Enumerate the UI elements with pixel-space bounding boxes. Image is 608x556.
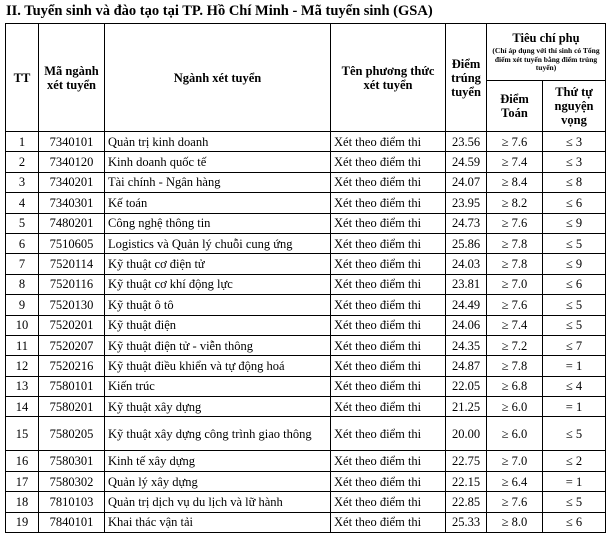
cell-score: 22.05 bbox=[446, 376, 487, 396]
cell-math: ≥ 8.4 bbox=[487, 172, 543, 192]
cell-method: Xét theo điểm thi bbox=[331, 376, 446, 396]
cell-major: Quản lý xây dựng bbox=[105, 471, 331, 491]
cell-score: 20.00 bbox=[446, 417, 487, 451]
cell-method: Xét theo điểm thi bbox=[331, 356, 446, 376]
cell-tt: 12 bbox=[6, 356, 39, 376]
cell-method: Xét theo điểm thi bbox=[331, 471, 446, 491]
cell-priority: ≤ 5 bbox=[543, 233, 606, 253]
cell-major: Quản trị dịch vụ du lịch và lữ hành bbox=[105, 492, 331, 512]
cell-tt: 6 bbox=[6, 233, 39, 253]
table-row bbox=[6, 132, 606, 152]
cell-priority: ≤ 6 bbox=[543, 274, 606, 294]
cell-code: 7520116 bbox=[39, 274, 105, 294]
cell-method: Xét theo điểm thi bbox=[331, 152, 446, 172]
cell-method: Xét theo điểm thi bbox=[331, 254, 446, 274]
cell-score: 22.85 bbox=[446, 492, 487, 512]
cell-major: Kỹ thuật xây dựng công trình giao thông bbox=[105, 417, 331, 451]
cell-priority: ≤ 7 bbox=[543, 335, 606, 355]
section-heading: II. Tuyển sinh và đào tạo tại TP. Hồ Chí Minh - Mã tuyển sinh (GSA) bbox=[6, 3, 433, 19]
cell-tt: 19 bbox=[6, 512, 39, 532]
cell-tt: 17 bbox=[6, 471, 39, 491]
cell-math: ≥ 6.8 bbox=[487, 376, 543, 396]
cell-score: 22.75 bbox=[446, 451, 487, 471]
cell-code: 7510605 bbox=[39, 233, 105, 253]
cell-tt: 10 bbox=[6, 315, 39, 335]
header-math: Điểm Toán bbox=[487, 81, 543, 132]
table-row bbox=[6, 213, 606, 233]
cell-tt: 8 bbox=[6, 274, 39, 294]
table-row bbox=[6, 471, 606, 491]
cell-major: Kỹ thuật ô tô bbox=[105, 295, 331, 315]
cell-code: 7580205 bbox=[39, 417, 105, 451]
cell-tt: 16 bbox=[6, 451, 39, 471]
cell-priority: ≤ 5 bbox=[543, 417, 606, 451]
cell-major: Kỹ thuật xây dựng bbox=[105, 397, 331, 417]
cell-priority: ≤ 2 bbox=[543, 451, 606, 471]
cell-tt: 4 bbox=[6, 193, 39, 213]
cell-score: 24.73 bbox=[446, 213, 487, 233]
cell-major: Kinh doanh quốc tế bbox=[105, 152, 331, 172]
cell-math: ≥ 7.2 bbox=[487, 335, 543, 355]
cell-major: Kỹ thuật điện tử - viễn thông bbox=[105, 335, 331, 355]
table-row bbox=[6, 397, 606, 417]
cell-math: ≥ 7.6 bbox=[487, 132, 543, 152]
cell-major: Kế toán bbox=[105, 193, 331, 213]
header-criteria-title: Tiêu chí phụ bbox=[512, 31, 580, 46]
cell-math: ≥ 7.6 bbox=[487, 492, 543, 512]
cell-priority: ≤ 9 bbox=[543, 213, 606, 233]
cell-math: ≥ 7.8 bbox=[487, 233, 543, 253]
cell-priority: ≤ 5 bbox=[543, 492, 606, 512]
cell-code: 7520114 bbox=[39, 254, 105, 274]
cell-major: Logistics và Quản lý chuỗi cung ứng bbox=[105, 233, 331, 253]
table-row bbox=[6, 172, 606, 192]
cell-code: 7520201 bbox=[39, 315, 105, 335]
cell-math: ≥ 8.0 bbox=[487, 512, 543, 532]
cell-major: Kỹ thuật cơ khí động lực bbox=[105, 274, 331, 294]
header-criteria-note: (Chỉ áp dụng với thí sinh có Tổng điểm xét tuyển bằng điểm trúng tuyển) bbox=[492, 46, 600, 73]
cell-tt: 15 bbox=[6, 417, 39, 451]
header-tt: TT bbox=[6, 24, 39, 132]
cell-method: Xét theo điểm thi bbox=[331, 274, 446, 294]
cell-tt: 7 bbox=[6, 254, 39, 274]
cell-score: 23.81 bbox=[446, 274, 487, 294]
cell-priority: = 1 bbox=[543, 356, 606, 376]
cell-code: 7520207 bbox=[39, 335, 105, 355]
cell-priority: ≤ 5 bbox=[543, 315, 606, 335]
cell-math: ≥ 7.6 bbox=[487, 213, 543, 233]
cell-method: Xét theo điểm thi bbox=[331, 451, 446, 471]
cell-score: 23.95 bbox=[446, 193, 487, 213]
cell-code: 7340201 bbox=[39, 172, 105, 192]
cell-tt: 2 bbox=[6, 152, 39, 172]
cell-code: 7840101 bbox=[39, 512, 105, 532]
cell-math: ≥ 6.0 bbox=[487, 397, 543, 417]
cell-math: ≥ 7.4 bbox=[487, 315, 543, 335]
cell-score: 24.03 bbox=[446, 254, 487, 274]
cell-major: Kinh tế xây dựng bbox=[105, 451, 331, 471]
cell-method: Xét theo điểm thi bbox=[331, 295, 446, 315]
header-major: Ngành xét tuyển bbox=[105, 24, 331, 132]
admission-table bbox=[5, 23, 606, 533]
table-row bbox=[6, 356, 606, 376]
cell-math: ≥ 7.6 bbox=[487, 295, 543, 315]
cell-score: 22.15 bbox=[446, 471, 487, 491]
cell-score: 24.35 bbox=[446, 335, 487, 355]
cell-tt: 11 bbox=[6, 335, 39, 355]
header-method: Tên phương thức xét tuyển bbox=[331, 24, 446, 132]
cell-major: Kiến trúc bbox=[105, 376, 331, 396]
table-row bbox=[6, 417, 606, 451]
cell-score: 23.56 bbox=[446, 132, 487, 152]
cell-score: 25.86 bbox=[446, 233, 487, 253]
cell-method: Xét theo điểm thi bbox=[331, 132, 446, 152]
table-row bbox=[6, 254, 606, 274]
cell-tt: 1 bbox=[6, 132, 39, 152]
cell-math: ≥ 7.0 bbox=[487, 451, 543, 471]
cell-tt: 14 bbox=[6, 397, 39, 417]
table-row bbox=[6, 295, 606, 315]
cell-code: 7580302 bbox=[39, 471, 105, 491]
cell-method: Xét theo điểm thi bbox=[331, 213, 446, 233]
cell-major: Quản trị kinh doanh bbox=[105, 132, 331, 152]
cell-tt: 9 bbox=[6, 295, 39, 315]
cell-method: Xét theo điểm thi bbox=[331, 172, 446, 192]
cell-math: ≥ 7.0 bbox=[487, 274, 543, 294]
cell-method: Xét theo điểm thi bbox=[331, 193, 446, 213]
table-row bbox=[6, 152, 606, 172]
cell-code: 7340101 bbox=[39, 132, 105, 152]
cell-priority: ≤ 4 bbox=[543, 376, 606, 396]
cell-code: 7520130 bbox=[39, 295, 105, 315]
cell-major: Kỹ thuật điện bbox=[105, 315, 331, 335]
cell-code: 7580101 bbox=[39, 376, 105, 396]
cell-score: 24.87 bbox=[446, 356, 487, 376]
cell-method: Xét theo điểm thi bbox=[331, 233, 446, 253]
cell-tt: 13 bbox=[6, 376, 39, 396]
cell-math: ≥ 7.8 bbox=[487, 356, 543, 376]
table-row bbox=[6, 193, 606, 213]
cell-score: 24.06 bbox=[446, 315, 487, 335]
cell-code: 7580301 bbox=[39, 451, 105, 471]
cell-major: Kỹ thuật cơ điện tử bbox=[105, 254, 331, 274]
cell-score: 25.33 bbox=[446, 512, 487, 532]
cell-tt: 3 bbox=[6, 172, 39, 192]
table-body bbox=[6, 132, 606, 533]
cell-tt: 5 bbox=[6, 213, 39, 233]
cell-priority: ≤ 8 bbox=[543, 172, 606, 192]
cell-priority: ≤ 3 bbox=[543, 132, 606, 152]
table-row bbox=[6, 376, 606, 396]
cell-major: Khai thác vận tải bbox=[105, 512, 331, 532]
cell-priority: ≤ 3 bbox=[543, 152, 606, 172]
cell-math: ≥ 7.4 bbox=[487, 152, 543, 172]
cell-priority: ≤ 5 bbox=[543, 295, 606, 315]
cell-math: ≥ 7.8 bbox=[487, 254, 543, 274]
cell-priority: ≤ 6 bbox=[543, 512, 606, 532]
cell-priority: = 1 bbox=[543, 397, 606, 417]
cell-method: Xét theo điểm thi bbox=[331, 315, 446, 335]
cell-code: 7810103 bbox=[39, 492, 105, 512]
cell-method: Xét theo điểm thi bbox=[331, 512, 446, 532]
cell-math: ≥ 6.4 bbox=[487, 471, 543, 491]
cell-code: 7340120 bbox=[39, 152, 105, 172]
cell-major: Công nghệ thông tin bbox=[105, 213, 331, 233]
cell-major: Kỹ thuật điều khiển và tự động hoá bbox=[105, 356, 331, 376]
table-row bbox=[6, 492, 606, 512]
table-row bbox=[6, 274, 606, 294]
cell-method: Xét theo điểm thi bbox=[331, 335, 446, 355]
cell-priority: ≤ 9 bbox=[543, 254, 606, 274]
table-row bbox=[6, 315, 606, 335]
table-row bbox=[6, 335, 606, 355]
header-code: Mã ngành xét tuyển bbox=[39, 24, 105, 132]
cell-method: Xét theo điểm thi bbox=[331, 417, 446, 451]
header-priority: Thứ tự nguyện vọng bbox=[543, 81, 606, 132]
cell-major: Tài chính - Ngân hàng bbox=[105, 172, 331, 192]
cell-code: 7480201 bbox=[39, 213, 105, 233]
cell-tt: 18 bbox=[6, 492, 39, 512]
cell-priority: = 1 bbox=[543, 471, 606, 491]
header-criteria bbox=[487, 24, 606, 81]
cell-code: 7520216 bbox=[39, 356, 105, 376]
header-score: Điểm trúng tuyển bbox=[446, 24, 487, 132]
cell-score: 24.59 bbox=[446, 152, 487, 172]
cell-priority: ≤ 6 bbox=[543, 193, 606, 213]
cell-method: Xét theo điểm thi bbox=[331, 492, 446, 512]
table-row bbox=[6, 233, 606, 253]
cell-code: 7580201 bbox=[39, 397, 105, 417]
cell-score: 24.07 bbox=[446, 172, 487, 192]
table-row bbox=[6, 512, 606, 532]
cell-code: 7340301 bbox=[39, 193, 105, 213]
cell-method: Xét theo điểm thi bbox=[331, 397, 446, 417]
cell-math: ≥ 6.0 bbox=[487, 417, 543, 451]
cell-math: ≥ 8.2 bbox=[487, 193, 543, 213]
cell-score: 24.49 bbox=[446, 295, 487, 315]
table-row bbox=[6, 451, 606, 471]
cell-score: 21.25 bbox=[446, 397, 487, 417]
